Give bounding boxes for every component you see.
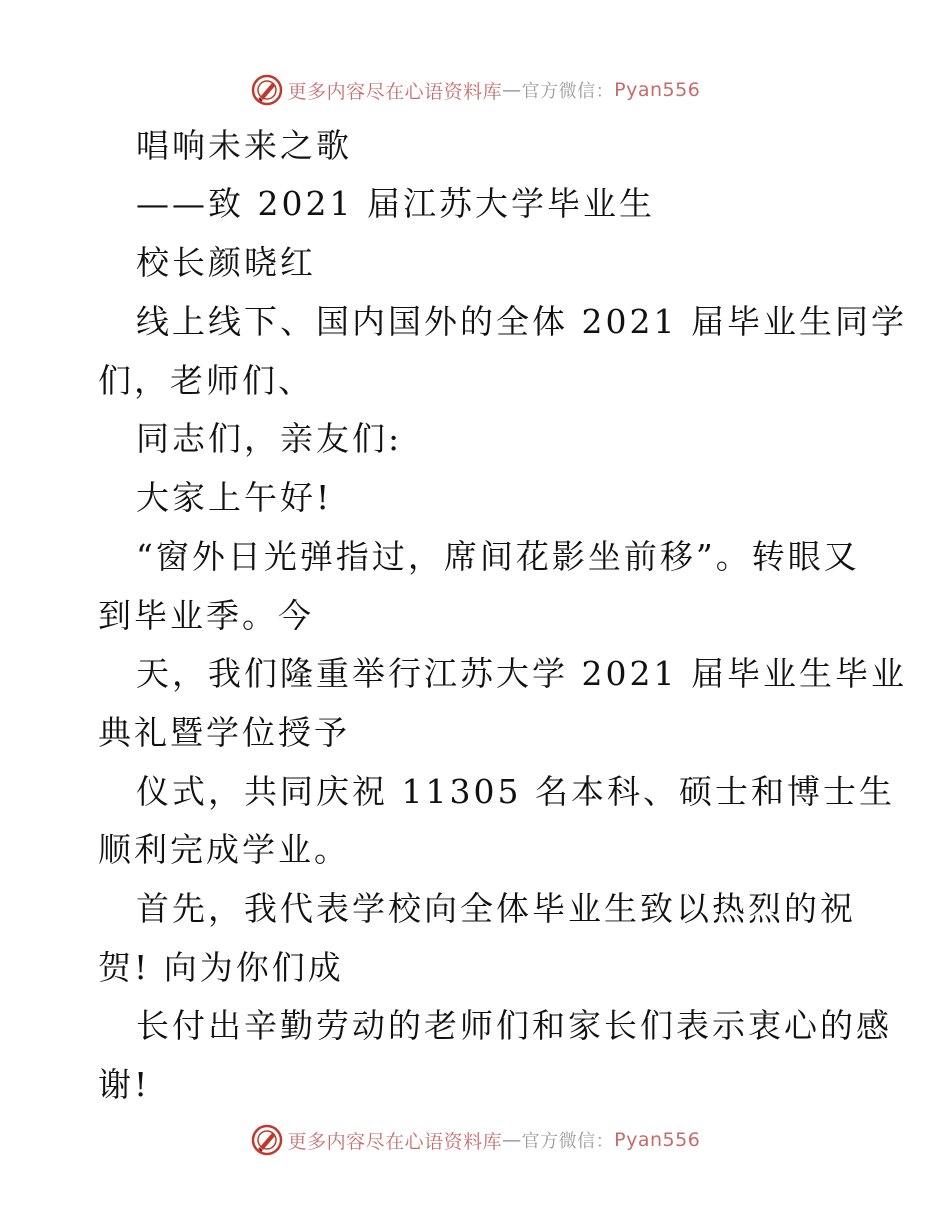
banner-separator: — xyxy=(502,79,522,101)
paragraph-line: 线上线下、国内国外的全体 2021 届毕业生同学 xyxy=(136,302,907,341)
banner-main-text: 更多内容尽在心语资料库 xyxy=(287,80,503,103)
paragraph-line: 同志们，亲友们: xyxy=(136,419,403,458)
banner-separator: — xyxy=(502,1129,522,1151)
paragraph-line: 顺利完成学业。 xyxy=(98,830,350,869)
paragraph-line: 典礼暨学位授予 xyxy=(98,713,350,752)
paragraph-line: 天，我们隆重举行江苏大学 2021 届毕业生毕业 xyxy=(136,654,907,693)
paragraph-line: 们，老师们、 xyxy=(98,361,314,400)
brand-logo-icon xyxy=(250,1123,284,1157)
banner-main-text: 更多内容尽在心语资料库 xyxy=(287,1130,503,1153)
paragraph-line: 长付出辛勤劳动的老师们和家长们表示衷心的感 xyxy=(136,1006,892,1045)
doc-author: 校长颜晓红 xyxy=(136,243,316,282)
banner-wechat-label: 官方微信： xyxy=(521,81,615,102)
paragraph-line: 贺! 向为你们成 xyxy=(98,948,344,987)
paragraph-line: 首先，我代表学校向全体毕业生致以热烈的祝 xyxy=(136,889,856,928)
doc-subtitle: ——致 2021 届江苏大学毕业生 xyxy=(136,184,655,223)
paragraph-line: 大家上午好! xyxy=(136,478,333,517)
banner-wechat-id: Pyan556 xyxy=(614,1129,701,1151)
paragraph-line: 谢! xyxy=(98,1065,151,1104)
footer-watermark-banner xyxy=(0,1120,950,1160)
paragraph-line: 仪式，共同庆祝 11305 名本科、硕士和博士生 xyxy=(136,772,895,811)
paragraph-line: “窗外日光弹指过，席间花影坐前移”。转眼又 xyxy=(136,537,860,576)
doc-title: 唱响未来之歌 xyxy=(136,126,352,165)
banner-wechat-label: 官方微信： xyxy=(521,1131,615,1152)
header-watermark-banner xyxy=(0,70,950,110)
paragraph-line: 到毕业季。今 xyxy=(98,596,314,635)
brand-logo-icon xyxy=(250,73,284,107)
banner-wechat-id: Pyan556 xyxy=(614,79,701,101)
